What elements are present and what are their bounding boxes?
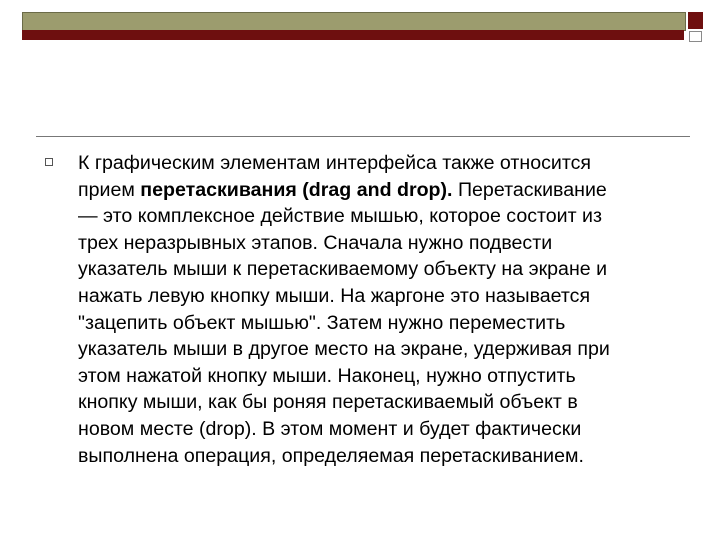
paragraph-line: указатель мыши в другое место на экране, удерживая при — [78, 338, 610, 361]
paragraph-text: прием — [78, 178, 141, 201]
paragraph-line: "зацепить объект мышью". Затем нужно переместить — [78, 311, 566, 334]
paragraph-line: нажать левую кнопку мыши. На жаргоне это называется — [78, 284, 591, 307]
header-band — [22, 12, 686, 31]
header-accent-square — [688, 12, 703, 29]
paragraph-line: этом нажатой кнопку мыши. Наконец, нужно отпустить — [78, 364, 576, 387]
paragraph-text: Перетаскивание — [452, 178, 607, 201]
bullet-square-icon — [45, 158, 53, 166]
accent-bar — [22, 30, 684, 40]
paragraph-line: указатель мыши к перетаскиваемому объекту на экране и — [78, 258, 608, 281]
paragraph-line: К графическим элементам интерфейса также относится — [78, 152, 591, 174]
paragraph-line — [78, 177, 688, 204]
title-divider — [36, 136, 690, 137]
body-paragraph — [78, 150, 688, 469]
corner-box — [689, 31, 702, 42]
paragraph-line: — это комплексное действие мышью, которое состоит из — [78, 205, 602, 228]
paragraph-line: новом месте (drop). В этом момент и будет фактически — [78, 417, 582, 440]
paragraph-line: кнопку мыши, как бы роняя перетаскиваемый объект в — [78, 391, 578, 414]
paragraph-line: трех неразрывных этапов. Сначала нужно подвести — [78, 231, 553, 254]
paragraph-line: выполнена операция, определяемая перетаскиванием. — [78, 444, 584, 467]
bold-term: перетаскивания (drag and drop). — [140, 178, 453, 201]
